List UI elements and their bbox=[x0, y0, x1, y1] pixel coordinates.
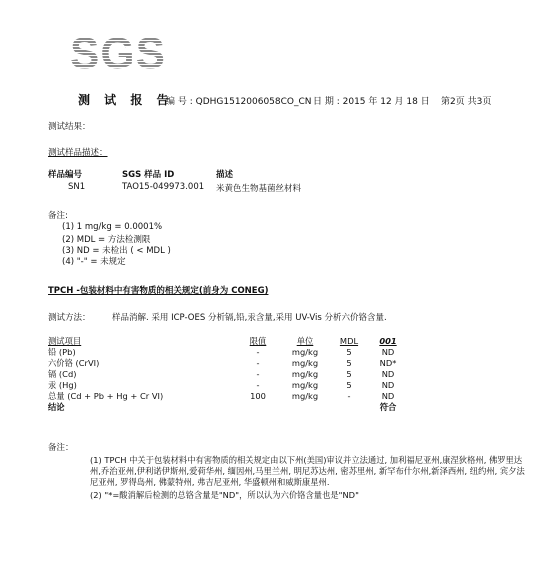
conclusion-value: 符合 bbox=[379, 402, 397, 412]
table-row bbox=[48, 347, 407, 358]
conclusion-row bbox=[48, 402, 407, 413]
method-text: 样品消解. 采用 ICP-OES 分析镉,铅,汞含量,采用 UV-Vis 分析六价铬含量. bbox=[112, 313, 387, 323]
cell-item: 镉 (Cd) bbox=[48, 369, 77, 379]
table-header-row bbox=[48, 336, 407, 347]
cell-unit: mg/kg bbox=[291, 380, 319, 390]
remark-item: (2) "*=酸消解后检测的总铬含量是"ND"，所以认为六价铬含量也是"ND" bbox=[90, 490, 359, 500]
cell-result: ND bbox=[381, 369, 395, 379]
sample-description: 米黄色生物基菌丝材料 bbox=[216, 184, 302, 194]
note-item: (2) MDL = 方法检测限 bbox=[62, 235, 151, 245]
cell-limit: - bbox=[256, 380, 260, 390]
cell-item: 六价铬 (CrVI) bbox=[48, 358, 100, 368]
table-row bbox=[48, 380, 407, 391]
cell-result: ND bbox=[381, 347, 395, 357]
cell-item: 总量 (Cd + Pb + Hg + Cr VI) bbox=[48, 391, 164, 401]
col-header-item: 测试项目 bbox=[48, 336, 82, 346]
sample-sgs-id: TAO15-049973.001 bbox=[122, 182, 205, 192]
col-header-mdl: MDL bbox=[339, 336, 359, 346]
cell-limit: - bbox=[256, 347, 260, 357]
remark-item: (1) TPCH 中关于包装材料中有害物质的相关规定由以下州(美国)审议并立法通过, 加利福尼亚州,康涅狄格州, 佛罗里达州,乔治亚州,伊利诺伊斯州,爱荷华州, 缅因州,马里兰州, 明尼苏达州, 密苏里州, 新罕布什尔州,新泽西州, 纽约州, 宾夕法尼亚州, 罗得岛州, 佛蒙特州, 弗吉尼亚州, 华盛顿州和威斯康星州. bbox=[90, 455, 525, 487]
cell-unit: mg/kg bbox=[291, 358, 319, 368]
cell-mdl: - bbox=[347, 391, 351, 401]
cell-limit: - bbox=[256, 358, 260, 368]
table-row bbox=[48, 391, 407, 402]
results-table bbox=[48, 336, 407, 413]
results-label: 测试结果： bbox=[48, 122, 91, 132]
report-number: 编 号 : QDHG1512006058CO_CN bbox=[166, 97, 312, 107]
method-label: 测试方法： bbox=[48, 313, 91, 323]
table-row bbox=[48, 358, 407, 369]
note-item: (4) "-" = 未规定 bbox=[62, 257, 126, 267]
report-title: 测 试 报 告 bbox=[78, 93, 174, 107]
description-header: 描述 bbox=[216, 170, 234, 180]
sample-no: SN1 bbox=[68, 182, 86, 192]
cell-mdl: 5 bbox=[346, 347, 352, 357]
report-date: 日 期 : 2015 年 12 月 18 日 bbox=[313, 97, 430, 107]
cell-result: ND* bbox=[379, 358, 397, 368]
sgs-id-header: SGS 样品 ID bbox=[122, 170, 175, 180]
cell-limit: 100 bbox=[250, 391, 266, 401]
remarks-label: 备注： bbox=[48, 443, 74, 453]
cell-result: ND bbox=[381, 380, 395, 390]
note-item: (1) 1 mg/kg = 0.0001% bbox=[62, 222, 163, 232]
cell-item: 铅 (Pb) bbox=[48, 347, 76, 357]
cell-mdl: 5 bbox=[346, 358, 352, 368]
sgs-logo: SGS bbox=[70, 29, 166, 78]
cell-mdl: 5 bbox=[346, 380, 352, 390]
cell-unit: mg/kg bbox=[291, 347, 319, 357]
cell-limit: - bbox=[256, 369, 260, 379]
page-indicator: 第2页 共3页 bbox=[441, 97, 492, 107]
cell-mdl: 5 bbox=[346, 369, 352, 379]
col-header-unit: 单位 bbox=[296, 336, 314, 346]
cell-result: ND bbox=[381, 391, 395, 401]
note-item: (3) ND = 未检出 ( < MDL ) bbox=[62, 246, 171, 256]
cell-unit: mg/kg bbox=[291, 369, 319, 379]
cell-unit: mg/kg bbox=[291, 391, 319, 401]
section-title: TPCH -包装材料中有害物质的相关规定(前身为 CONEG) bbox=[48, 286, 269, 296]
notes-label: 备注: bbox=[48, 211, 68, 221]
cell-item: 汞 (Hg) bbox=[48, 380, 77, 390]
conclusion-label: 结论 bbox=[48, 402, 65, 412]
col-header-sample: 001 bbox=[379, 336, 397, 346]
col-header-limit: 限值 bbox=[249, 336, 267, 346]
sample-desc-label: 测试样品描述： bbox=[48, 148, 108, 158]
sample-no-header: 样品编号 bbox=[48, 170, 83, 180]
table-row bbox=[48, 369, 407, 380]
